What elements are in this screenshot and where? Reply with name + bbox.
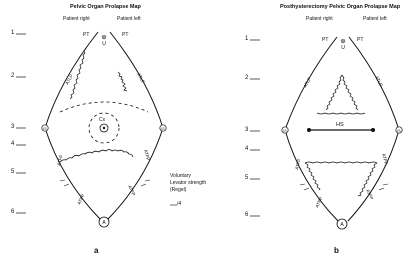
panel-a-cervix-label: Cx <box>99 117 106 123</box>
panel-a-atlp-right: ATLP <box>136 72 146 85</box>
panel-b-hs-label: HS <box>336 122 344 128</box>
panel-b-urethra-symbol: ⊕ <box>340 38 346 45</box>
row-number: 4 <box>11 141 15 147</box>
panel-b-anus-label: A <box>340 222 344 228</box>
panel-b-atlp-right: ATLP <box>374 75 384 88</box>
row-number: 3 <box>11 124 15 130</box>
panel-a <box>11 4 208 255</box>
panel-b-caption: b <box>334 246 339 255</box>
panel-a-posterior-wall <box>60 150 133 163</box>
panel-a-patient-left: Patient left <box>117 16 141 22</box>
row-number: 2 <box>11 73 15 79</box>
row-number: 5 <box>11 169 15 175</box>
levator-line-2: Levator strength <box>170 180 207 186</box>
panel-a-atfp-right-upper: ATFP <box>143 148 151 162</box>
panel-a-levator-value: /4 <box>177 201 182 207</box>
panel-b <box>245 4 402 255</box>
panel-b-atfp-right-lower: ATFP <box>365 188 375 201</box>
panel-a-pt-right: PT <box>122 32 129 38</box>
row-number: 1 <box>245 36 249 42</box>
panel-a-atfp-left-upper: ATFP <box>56 154 64 167</box>
panel-a-ischial-left-label: IS <box>43 127 47 131</box>
panel-a-left-sidewall <box>45 32 100 219</box>
row-number: 3 <box>245 127 249 133</box>
panel-b-atfp-left-upper: ATFP <box>294 158 302 171</box>
row-number: 6 <box>245 212 249 218</box>
panel-b-ischial-right-label: IS <box>397 129 401 133</box>
panel-a-urethra-label: U <box>102 41 106 47</box>
panel-a-title: Pelvic Organ Prolapse Map <box>70 4 141 10</box>
panel-a-atfp-left-lower: ATFP <box>76 193 86 206</box>
panel-b-posterior-left-edge <box>305 163 320 190</box>
panel-a-atlp-left: ATLP <box>64 73 75 86</box>
panel-a-anus-label: A <box>102 220 106 226</box>
panel-a-vault-arc <box>60 102 148 112</box>
panel-a-patient-right: Patient right <box>63 16 90 22</box>
panel-b-title: Posthysterectomy Pelvic Organ Prolapse Map <box>280 4 401 10</box>
panel-b-row-scale <box>245 36 260 218</box>
row-number: 1 <box>11 30 15 36</box>
panel-a-row-scale <box>11 30 26 215</box>
panel-a-atfp-right-lower: ATFP <box>127 184 137 197</box>
row-number: 2 <box>245 75 249 81</box>
panel-b-anterior-right-edge <box>342 75 358 110</box>
panel-b-hs-end-right <box>371 128 375 132</box>
panel-a-right-defect <box>118 72 127 91</box>
panel-b-patient-left: Patient left <box>363 16 387 22</box>
panel-a-pt-left: PT <box>83 32 90 38</box>
panel-b-atlp-left: ATLP <box>302 76 313 89</box>
panel-a-levator-title <box>170 173 208 193</box>
row-number: 4 <box>245 146 249 152</box>
panel-a-anterior-defect <box>70 48 86 99</box>
row-number: 6 <box>11 209 15 215</box>
panel-b-urethra-label: U <box>341 45 345 51</box>
panel-b-patient-right: Patient right <box>306 16 333 22</box>
panel-b-hs-end-left <box>307 128 311 132</box>
panel-b-pt-left: PT <box>322 37 329 43</box>
panel-b-ischial-left-label: IS <box>283 129 287 133</box>
levator-line-3: (Regel) <box>170 187 187 193</box>
panel-a-caption: a <box>94 246 99 255</box>
panel-b-left-sidewall <box>285 37 338 221</box>
panel-b-anterior-left-edge <box>326 75 342 110</box>
panel-b-pt-right: PT <box>357 37 364 43</box>
row-number: 5 <box>245 175 249 181</box>
panel-b-anterior-base <box>317 113 365 114</box>
panel-b-atfp-right-upper: ATFP <box>381 152 389 166</box>
panel-b-posterior-top <box>305 162 377 163</box>
levator-line-1: Voluntary <box>170 173 191 179</box>
panel-a-urethra-symbol: ⊕ <box>101 34 107 41</box>
panel-b-atfp-left-lower: ATFP <box>314 196 324 209</box>
panel-a-ischial-right-label: IS <box>161 127 165 131</box>
panel-a-cervix-center <box>103 127 105 129</box>
